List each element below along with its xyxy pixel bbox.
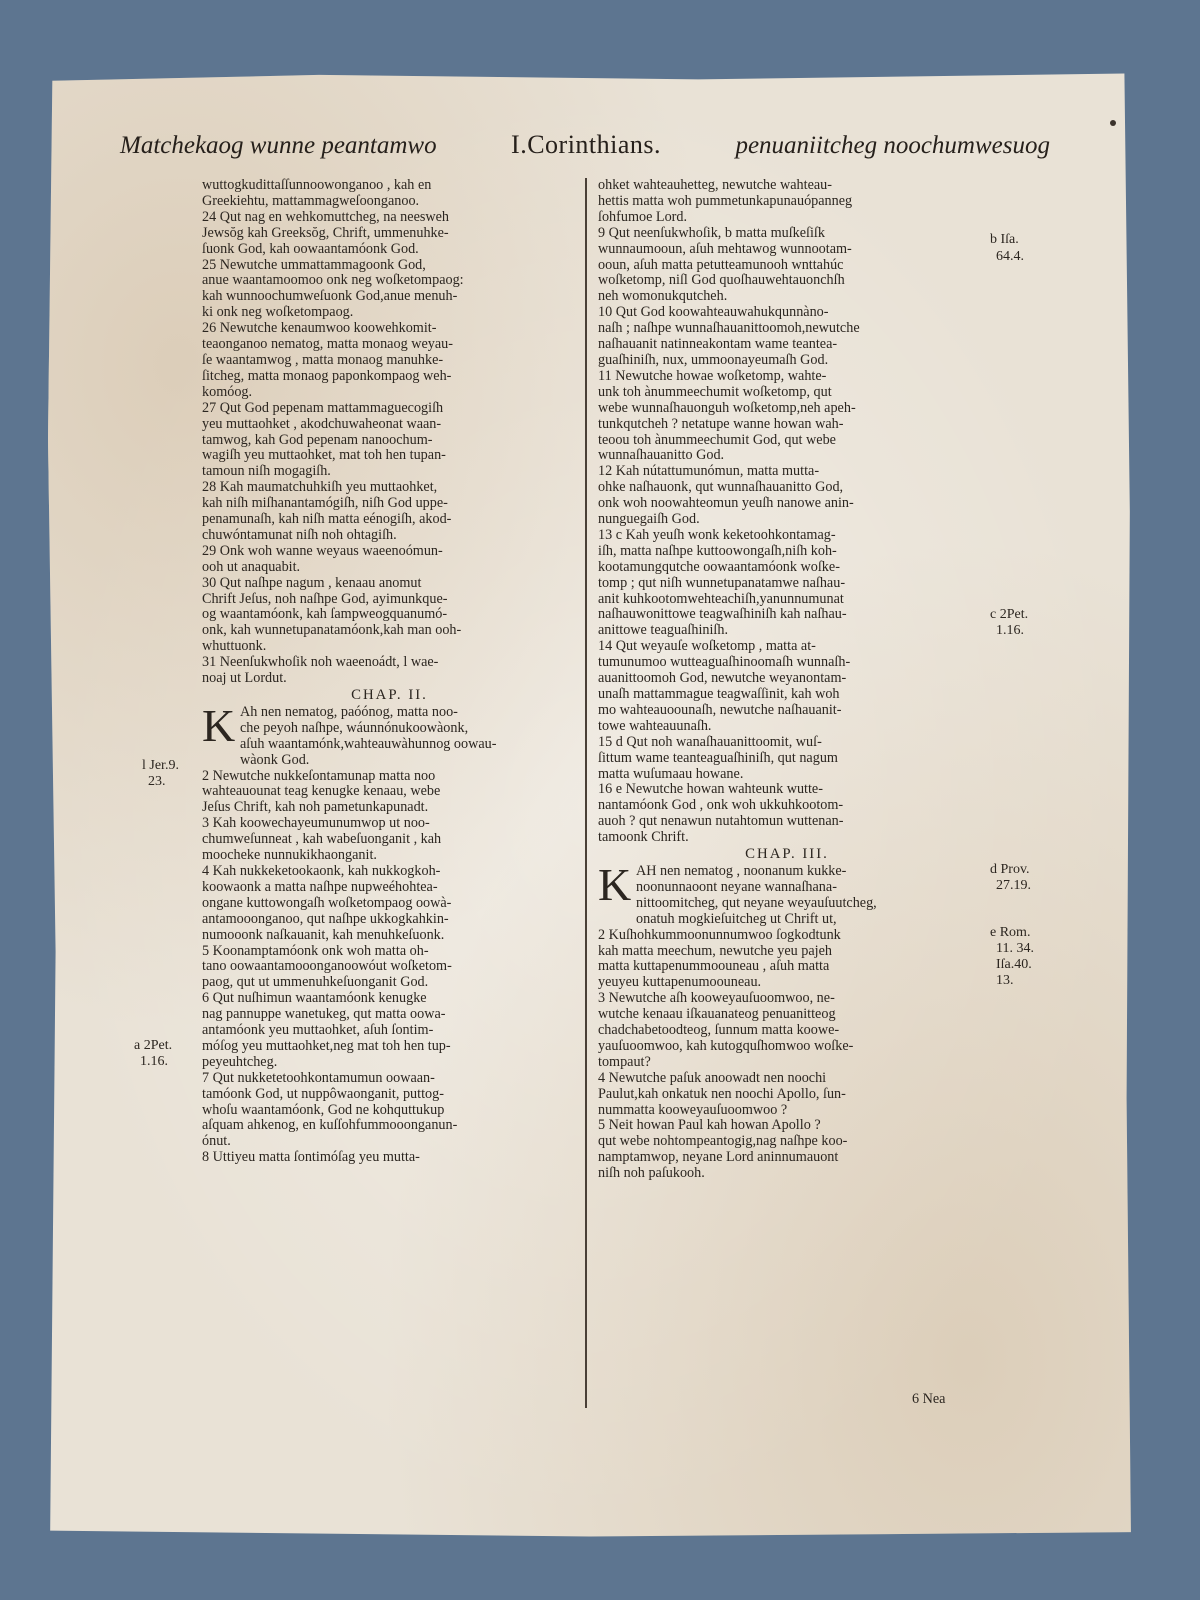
margin-note: 1.16.	[140, 1054, 168, 1069]
text-line: whoſu waantamóonk, God ne kohquttukup	[202, 1102, 445, 1118]
text-line: wahteauounat teag kenugke kenaau, webe	[202, 784, 441, 800]
right-column	[598, 178, 976, 1182]
text-line: 9 Qut neenſukwhoſik, b matta muſkeſiſk	[598, 225, 825, 241]
text-line: naſh ; naſhpe wunnaſhauanittoomoh,newutche	[598, 321, 860, 337]
margin-note: 11. 34.	[996, 941, 1034, 956]
text-line: ónut.	[202, 1134, 231, 1150]
catchword: 6 Nea	[912, 1391, 946, 1407]
text-line: naſhauwonittowe teagwaſhiniſh kah naſhau-	[598, 607, 847, 623]
text-line: nittoomitcheg, qut neyane weyauſuutcheg,	[636, 895, 877, 911]
text-line: 12 Kah nútattumunómun, matta mutta-	[598, 464, 820, 480]
header-book-title: I.Corinthians.	[511, 130, 662, 159]
right-column-text	[598, 178, 976, 846]
text-line: Ah nen nematog, paóónog, matta noo-	[240, 704, 458, 720]
text-line: whuttuonk.	[202, 639, 267, 655]
text-line: tumunumoo wutteaguaſhinoomaſh wunnaſh-	[598, 655, 851, 671]
text-line: 13 c Kah yeuſh wonk keketoohkontamag-	[598, 527, 836, 543]
left-column-text	[202, 178, 577, 687]
text-line: nag pannuppe wanetukeg, qut matta oowa-	[202, 1007, 446, 1023]
text-line: anittowe teaguaſhiniſh.	[598, 623, 729, 639]
text-line: onk woh noowahteomun yeuſh nanowe anin-	[598, 496, 854, 512]
margin-note: c 2Pet.	[990, 607, 1029, 622]
text-line: matta wuſumaau howane.	[598, 766, 744, 782]
text-line: mo wahteauoounaſh, newutche naſhauanit-	[598, 702, 842, 718]
text-line: namptamwop, neyane Lord aninnumauont	[598, 1150, 839, 1166]
margin-note: 23.	[148, 774, 166, 789]
text-line: 10 Qut God koowahteauwahukqunnàno-	[598, 305, 829, 321]
text-line: ki onk neg woſketompaog.	[202, 305, 354, 321]
text-line: ongane kuttowongaſh woſketompaog oowà-	[202, 895, 452, 911]
text-line: numooonk naſkauanit, kah menuhkeſuonk.	[202, 927, 445, 943]
text-line: Greekiehtu, mattammagweſoonganoo.	[202, 193, 420, 209]
text-line: chadchabetoodteog, ſunnum matta koowe-	[598, 1023, 840, 1039]
text-line: ooun, aſuh matta petutteamunooh wnttahúc	[598, 257, 844, 273]
margin-note: 13.	[996, 973, 1014, 988]
chapter-opening	[598, 858, 976, 928]
text-line: unaſh mattammague teagwaſſinit, kah woh	[598, 687, 840, 702]
chapter-opening-text	[202, 699, 577, 769]
margin-note: Iſa.40.	[996, 957, 1032, 972]
text-line: 2 Kuſhohkummoonunnumwoo ſogkodtunk	[598, 927, 841, 943]
text-line: anit kuhkootomwehteachiſh,yanunnumunat	[598, 591, 844, 607]
text-line: chuwóntamunat niſh noh ohtagiſh.	[202, 527, 397, 543]
text-line: Jewsŏg kah Greeksŏg, Chrift, ummenuhke-	[202, 225, 449, 241]
text-line: 27 Qut God pepenam mattammaguecogiſh	[202, 400, 444, 416]
text-line: AH nen nematog , noonanum kukke-	[636, 863, 847, 879]
text-line: ſittum wame teanteaguaſhiniſh, qut nagum	[598, 750, 838, 766]
text-line: Chrift Jeſus, noh naſhpe God, ayimunkque-	[202, 591, 448, 607]
text-line: 8 Uttiyeu matta ſontimóſag yeu mutta-	[202, 1150, 420, 1166]
text-line: wunnaumooun, aſuh mehtawog wunnootam-	[598, 241, 852, 257]
text-line: webe wunnaſhauonguh woſketomp,neh apeh-	[598, 400, 856, 416]
text-line: 6 Qut nuſhimun waantamóonk kenugke	[202, 991, 427, 1007]
text-line: 11 Newutche howae woſketomp, wahte-	[598, 368, 827, 384]
text-line: unk toh ànummeechumit woſketomp, qut	[598, 384, 832, 400]
text-line: neh womonukqutcheh.	[598, 289, 728, 305]
text-line: 31 Neenſukwhoſik noh waeenoádt, l wae-	[202, 655, 439, 671]
text-line: og waantamóonk, kah ſampweogquanumó-	[202, 607, 448, 623]
text-line: ohke naſhauonk, qut wunnaſhauanitto God,	[598, 480, 844, 496]
text-line: auanittoomoh God, newutche weyanontam-	[598, 671, 847, 687]
text-line: nantamóonk God , onk woh ukkuhkootom-	[598, 798, 844, 814]
text-line: towe wahteauunaſh.	[598, 718, 712, 734]
text-line: niſh noh paſukooh.	[598, 1166, 705, 1182]
text-line: 14 Qut weyauſe woſketomp , matta at-	[598, 639, 816, 655]
text-line: noaj ut Lordut.	[202, 671, 287, 687]
margin-note: 64.4.	[996, 249, 1024, 264]
text-line: kah matta meechum, newutche yeu pajeh	[598, 943, 832, 959]
text-line: chumweſunneat , kah wabeſuonganit , kah	[202, 832, 442, 848]
text-line: ohket wahteauhetteg, newutche wahteau-	[598, 178, 832, 193]
text-line: noonunnaoont neyane wannaſhana-	[636, 879, 837, 895]
text-line: kootamungqutche oowaantamóonk woſke-	[598, 559, 840, 575]
text-line: 16 e Newutche howan wahteunk wutte-	[598, 782, 823, 798]
text-line: 28 Kah maumatchuhkiſh yeu muttaohket,	[202, 480, 438, 496]
text-line: qut webe nohtompeantogig,nag naſhpe koo-	[598, 1134, 848, 1150]
margin-note: 27.19.	[996, 878, 1031, 893]
text-line: moocheke nunnukikhaonganit.	[202, 848, 377, 864]
text-line: 7 Qut nukketetoohkontamumun oowaan-	[202, 1070, 435, 1086]
margin-note: 1.16.	[996, 623, 1024, 638]
margin-note: a 2Pet.	[134, 1038, 173, 1053]
text-line: teoou toh ànummeechumit God, qut webe	[598, 432, 836, 448]
text-line: Paulut,kah onkatuk nen noochi Apollo, ſun-	[598, 1086, 846, 1102]
text-line: ſe waantamwog , matta monaog manuhke-	[202, 352, 444, 368]
text-line: 3 Newutche aſh kooweyauſuoomwoo, ne-	[598, 991, 835, 1007]
column-rule	[585, 178, 587, 1408]
text-line: 5 Neit howan Paul kah howan Apollo ?	[598, 1118, 821, 1134]
text-line: tano oowaantamooonganoowóut woſketom-	[202, 959, 452, 975]
text-line: woſketomp, niſl God quoſhauwehtauonchſh	[598, 273, 845, 289]
text-line: teaonganoo nematog, matta monaog weyau-	[202, 337, 453, 353]
text-line: 29 Onk woh wanne weyaus waeenoómun-	[202, 543, 443, 559]
chapter-text	[598, 928, 976, 1183]
text-line: tompaut?	[598, 1054, 651, 1070]
text-line: yauſuoomwoo, kah kutogquſhomwoo woſke-	[598, 1038, 854, 1054]
text-line: 15 d Qut noh wanaſhauanittoomit, wuſ-	[598, 734, 822, 750]
chapter-opening	[202, 699, 577, 769]
text-line: 25 Newutche ummattammagoonk God,	[202, 257, 426, 273]
text-line: penamunaſh, kah niſh matta eénogiſh, akod-	[202, 512, 452, 528]
text-line: nummatta kooweyauſuoomwoo ?	[598, 1102, 788, 1118]
text-line: 2 Newutche nukkeſontamunap matta noo	[202, 768, 436, 784]
text-line: Jeſus Chrift, kah noh pametunkapunadt.	[202, 800, 429, 816]
margin-note: b Iſa.	[990, 232, 1019, 247]
text-line: kah niſh miſhanantamógiſh, niſh God uppe-	[202, 496, 448, 512]
text-line: tunkqutcheh ? netatupe wanne howan wah-	[598, 416, 844, 432]
margin-note: l Jer.9.	[142, 758, 179, 773]
running-header	[120, 130, 1050, 170]
text-line: koowaonk a matta naſhpe nupweéhohtea-	[202, 879, 438, 895]
text-line: antamóonk yeu muttaohket, aſuh ſontim-	[202, 1023, 434, 1039]
text-line: onk, kah wunnetupanatamóonk,kah man ooh-	[202, 623, 462, 639]
text-line: ſitcheg, matta monaog paponkompaog weh-	[202, 368, 452, 384]
margin-note: d Prov.	[990, 862, 1030, 877]
text-line: onatuh mogkieſuitcheg ut Chrift ut,	[636, 911, 837, 927]
text-line: tamoonk Chrift.	[598, 830, 689, 846]
text-line: wagiſh yeu muttaohket, mat toh hen tupan-	[202, 448, 446, 464]
text-line: 24 Qut nag en wehkomuttcheg, na neesweh	[202, 209, 450, 225]
text-line: yeuyeu kuttapenumoouneau.	[598, 975, 762, 991]
text-line: nunguegaiſh God.	[598, 512, 700, 528]
text-line: che peyoh naſhpe, wáunnónukoowàonk,	[240, 720, 469, 736]
text-line: guaſhiniſh, nux, ummoonayeumaſh God.	[598, 352, 829, 368]
text-line: 4 Newutche paſuk anoowadt nen noochi	[598, 1070, 827, 1086]
text-line: matta kuttapenummoouneau , aſuh matta	[598, 959, 830, 975]
text-line: ooh ut anaquabit.	[202, 559, 301, 575]
text-line: kah wunnoochumweſuonk God,anue menuh-	[202, 289, 458, 305]
text-line: naſhauanit natinneakontam wame teantea-	[598, 337, 838, 353]
text-line: ſohfumoe Lord.	[598, 209, 688, 225]
text-line: 4 Kah nukkeketookaonk, kah nukkogkoh-	[202, 863, 441, 879]
text-line: yeu muttaohket , akodchuwaheonat waan-	[202, 416, 442, 432]
chapter-text	[202, 769, 577, 1167]
chapter-heading: CHAP. II.	[351, 687, 428, 703]
header-left: Matchekaog wunne peantamwo	[120, 132, 437, 159]
text-line: 26 Newutche kenaumwoo koowehkomit-	[202, 321, 437, 337]
text-line: wuttogkudittaſſunnoowonganoo , kah en	[202, 178, 432, 193]
text-line: ſuonk God, kah oowaantamóonk God.	[202, 241, 419, 257]
text-line: wàonk God.	[240, 752, 310, 768]
text-line: aſuh waantamónk,wahteauwàhunnog oowau-	[240, 736, 497, 752]
text-line: tamóonk God, ut nuppôwaonganit, puttog-	[202, 1086, 444, 1102]
text-line: 5 Koonamptamóonk onk woh matta oh-	[202, 943, 429, 959]
text-line: tamoun niſh mogagiſh.	[202, 464, 331, 480]
text-line: wutche kenaau iſkauanateog penuanitteog	[598, 1007, 836, 1023]
text-line: wunnaſhauanitto God.	[598, 448, 725, 464]
text-line: antamooonganoo, qut naſhpe ukkogkahkin-	[202, 911, 449, 927]
drop-cap: K	[202, 699, 236, 751]
header-right: penuaniitcheg noochumwesuog	[735, 132, 1050, 159]
margin-note: e Rom.	[990, 925, 1031, 940]
text-line: móſog yeu muttaohket,neg mat toh hen tup-	[202, 1038, 451, 1054]
text-line: 3 Kah koowechayeumunumwop ut noo-	[202, 816, 430, 832]
ink-mark	[1110, 120, 1116, 126]
text-line: tamwog, kah God pepenam nanoochum-	[202, 432, 433, 448]
text-line: hettis matta woh pummetunkapunauópanneg	[598, 193, 853, 209]
text-line: iſh, matta naſhpe kuttoowongaſh,niſh koh-	[598, 543, 837, 559]
chapter-opening-text	[598, 858, 976, 928]
left-column	[202, 178, 577, 1166]
text-line: aſquam ahkenog, en kuſſohfummooonganun-	[202, 1118, 458, 1134]
chapter-heading: CHAP. III.	[745, 846, 829, 863]
text-line: peyeuhtcheg.	[202, 1054, 278, 1070]
text-line: komóog.	[202, 384, 253, 400]
text-line: tomp ; qut niſh wunnetupanatamwe naſhau-	[598, 575, 846, 591]
text-line: 30 Qut naſhpe nagum , kenaau anomut	[202, 575, 422, 591]
text-line: auoh ? qut nenawun nutahtomun wuttenan-	[598, 814, 844, 830]
text-line: paog, qut ut ummenuhkeſuonganit God.	[202, 975, 429, 991]
text-line: anue waantamoomoo onk neg woſketompaog:	[202, 273, 464, 289]
drop-cap: K	[598, 858, 632, 910]
